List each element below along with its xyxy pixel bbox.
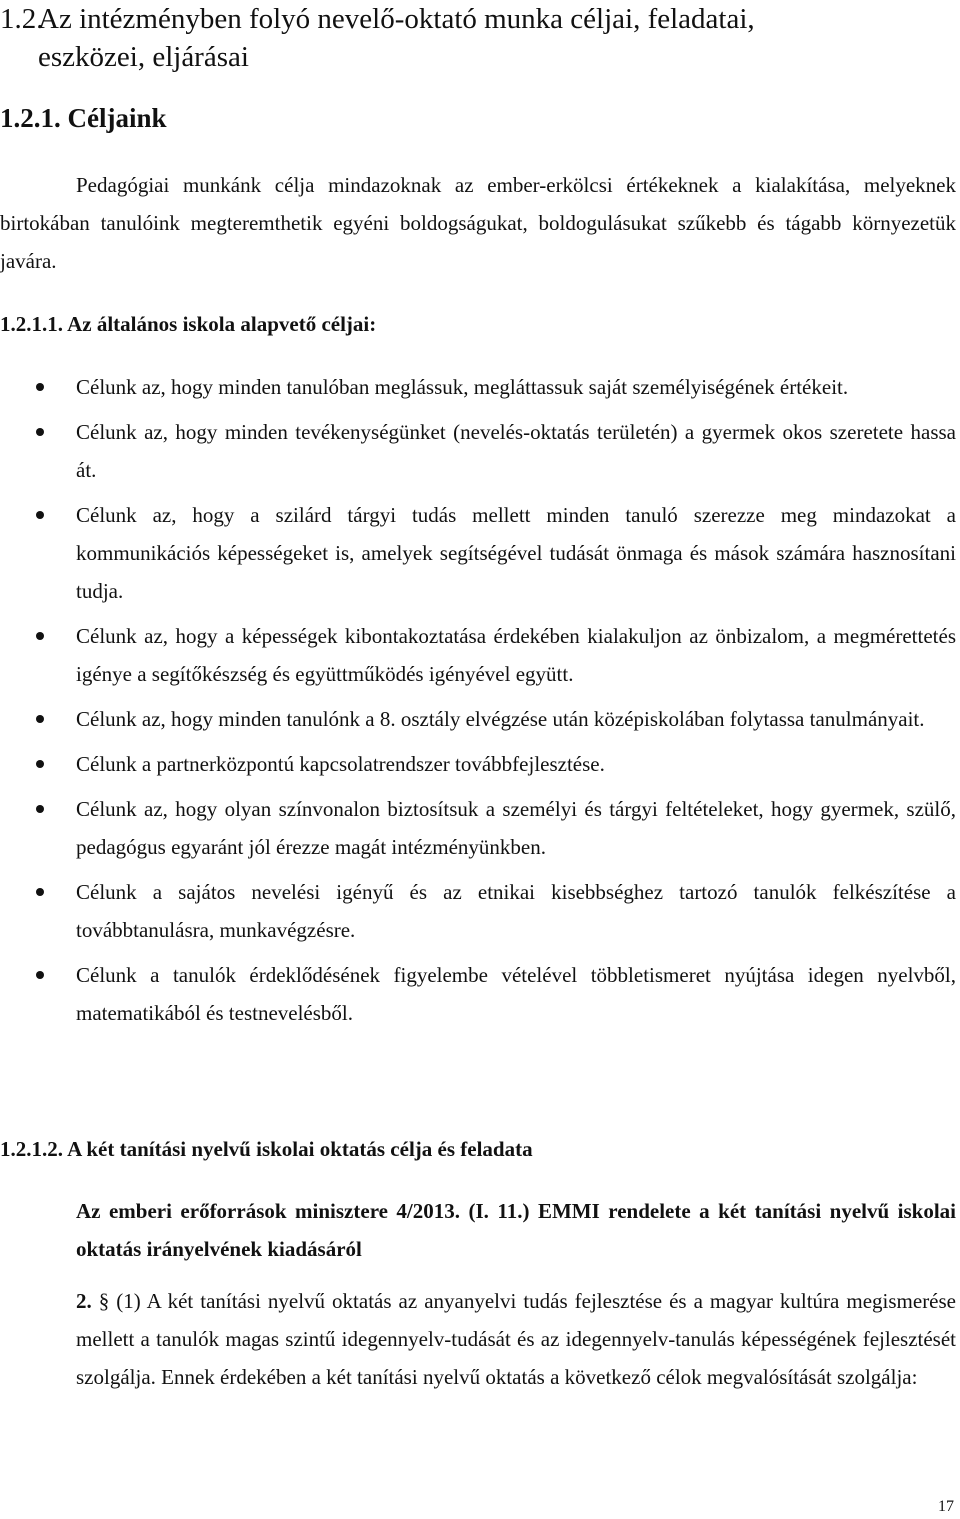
bullet-icon — [36, 428, 44, 436]
list-item — [0, 745, 956, 783]
decree-title: Az emberi erőforrások minisztere 4/2013. (I. 11.) EMMI rendelete a két tanítási nyelvű iskolai oktatás irányelvének kiadásáról — [76, 1199, 956, 1261]
decree-section-number: 2. — [76, 1289, 92, 1313]
section-title-line-1: Az intézményben folyó nevelő-oktató munka céljai, feladatai, — [38, 3, 755, 35]
subsubsection-heading-ket-tanitasi-nyelvu: 1.2.1.2. A két tanítási nyelvű iskolai oktatás célja és feladata — [0, 1137, 533, 1161]
list-item-text: Célunk az, hogy minden tevékenységünket (nevelés-oktatás területén) a gyermek okos szeretete hassa át. — [76, 420, 956, 482]
decree-paragraph — [76, 1282, 956, 1396]
list-item — [0, 790, 956, 866]
bullet-icon — [36, 805, 44, 813]
section-title-line-2: eszközei, eljárásai — [38, 41, 249, 73]
intro-paragraph: Pedagógiai munkánk célja mindazoknak az ember-erkölcsi értékeknek a kialakítása, melyeknek birtokában tanulóink megteremthetik egyéni boldogságukat, boldogulásukat szűkebb és tágabb környezetük javára. — [0, 173, 956, 273]
list-item-text: Célunk az, hogy olyan színvonalon biztosítsuk a személyi és tárgyi feltételeket, hogy gyermek, szülő, pedagógus egyaránt jól érezze magát intézményünkben. — [76, 797, 956, 859]
list-item — [0, 496, 956, 610]
decree-body-text: § (1) A két tanítási nyelvű oktatás az anyanyelvi tudás fejlesztése és a magyar kultúra megismerése mellett a tanulók magas szintű idegennyelv-tudását és az idegennyelv-tanulás képességének fejlesztését szolgálja. Ennek érdekében a két tanítási nyelvű oktatás a következő célok megvalósítását szolgálja: — [76, 1289, 956, 1389]
bullet-icon — [36, 715, 44, 723]
list-item-text: Célunk a tanulók érdeklődésének figyelembe vételével többletismeret nyújtása idegen nyelvből, matematikából és testnevelésből. — [76, 963, 956, 1025]
bullet-icon — [36, 760, 44, 768]
goals-list — [0, 368, 956, 1039]
list-item-text: Célunk az, hogy a szilárd tárgyi tudás mellett minden tanuló szerezze meg mindazokat a kommunikációs képességeket is, amelyek segítségével tudását önmaga és mások számára hasznosítani tudja. — [76, 503, 956, 603]
list-item-text: Célunk az, hogy minden tanulóban meglássuk, megláttassuk saját személyiségének értékeit. — [76, 375, 849, 399]
section-number: 1.2. — [0, 3, 44, 35]
list-item — [0, 617, 956, 693]
section-heading-line-1 — [0, 0, 960, 38]
list-item-text: Célunk a partnerközpontú kapcsolatrendszer továbbfejlesztése. — [76, 752, 605, 776]
list-item-text: Célunk az, hogy a képességek kibontakoztatása érdekében kialakuljon az önbizalom, a megmérettetés igénye a segítőkészség és együttműködés igényével együtt. — [76, 624, 956, 686]
bullet-icon — [36, 511, 44, 519]
bullet-icon — [36, 888, 44, 896]
list-item — [0, 700, 956, 738]
page-number: 17 — [938, 1498, 954, 1515]
section-heading-1-2 — [0, 0, 960, 76]
list-item-text: Célunk a sajátos nevelési igényű és az etnikai kisebbséghez tartozó tanulók felkészítése a továbbtanulásra, munkavégzésre. — [76, 880, 956, 942]
bullet-icon — [36, 971, 44, 979]
list-item — [0, 368, 956, 406]
bullet-icon — [36, 383, 44, 391]
bullet-icon — [36, 632, 44, 640]
list-item — [0, 956, 956, 1032]
list-item — [0, 413, 956, 489]
list-item-text: Célunk az, hogy minden tanulónk a 8. osztály elvégzése után középiskolában folytassa tanulmányait. — [76, 707, 925, 731]
subsubsection-heading-altalanos-iskola: 1.2.1.1. Az általános iskola alapvető céljai: — [0, 312, 377, 336]
list-item — [0, 873, 956, 949]
subsection-heading-celjaink: 1.2.1. Céljaink — [0, 103, 167, 133]
